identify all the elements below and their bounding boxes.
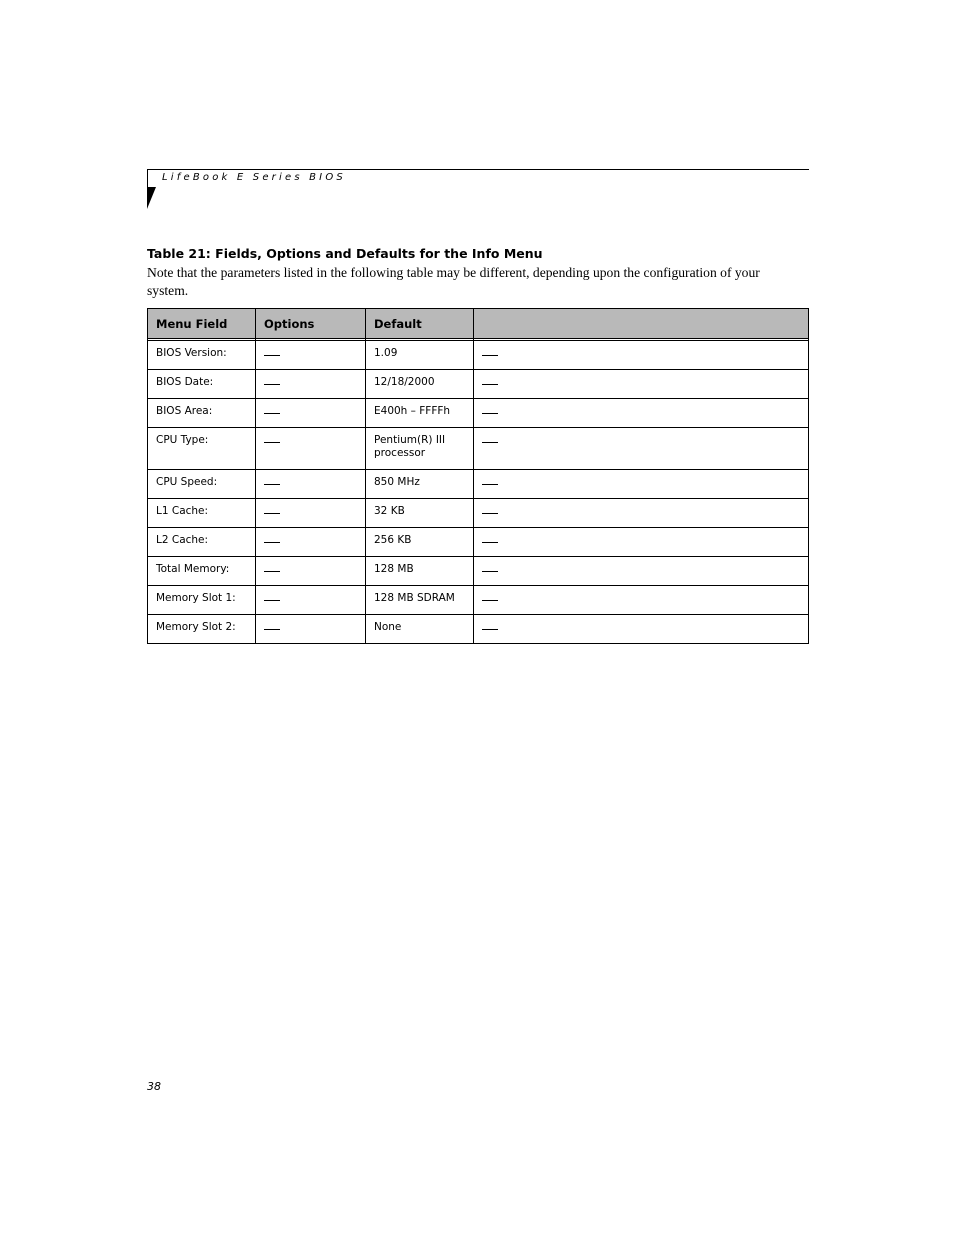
dash-mark xyxy=(264,542,280,543)
table-row xyxy=(148,528,809,557)
menu-field-cell: BIOS Date: xyxy=(148,370,256,399)
table-row xyxy=(148,341,809,370)
table-row xyxy=(148,399,809,428)
menu-field-cell: CPU Type: xyxy=(148,428,256,470)
table-row xyxy=(148,615,809,644)
options-cell xyxy=(256,499,366,528)
dash-mark xyxy=(264,571,280,572)
dash-mark xyxy=(482,355,498,356)
options-cell xyxy=(256,470,366,499)
options-cell xyxy=(256,370,366,399)
header-rule xyxy=(147,169,809,170)
description-cell xyxy=(474,586,809,615)
description-cell xyxy=(474,557,809,586)
table-header-row xyxy=(148,309,809,339)
menu-field-cell: L1 Cache: xyxy=(148,499,256,528)
default-cell: E400h – FFFFh xyxy=(366,399,474,428)
dash-mark xyxy=(482,600,498,601)
menu-field-cell: CPU Speed: xyxy=(148,470,256,499)
menu-field-cell: L2 Cache: xyxy=(148,528,256,557)
description-cell xyxy=(474,428,809,470)
dash-mark xyxy=(264,513,280,514)
dash-mark xyxy=(264,384,280,385)
options-cell xyxy=(256,399,366,428)
table-row xyxy=(148,499,809,528)
options-cell xyxy=(256,528,366,557)
header-vertical-rule xyxy=(147,169,148,187)
dash-mark xyxy=(482,571,498,572)
dash-mark xyxy=(482,629,498,630)
description-cell xyxy=(474,615,809,644)
dash-mark xyxy=(264,629,280,630)
header-default: Default xyxy=(366,309,474,339)
description-cell xyxy=(474,341,809,370)
options-cell xyxy=(256,341,366,370)
dash-mark xyxy=(264,484,280,485)
description-cell xyxy=(474,399,809,428)
default-cell: 256 KB xyxy=(366,528,474,557)
description-cell xyxy=(474,370,809,399)
default-cell: 850 MHz xyxy=(366,470,474,499)
table-row xyxy=(148,557,809,586)
dash-mark xyxy=(264,355,280,356)
header-wedge-mark xyxy=(147,187,156,209)
dash-mark xyxy=(482,413,498,414)
default-cell: 128 MB xyxy=(366,557,474,586)
dash-mark xyxy=(264,600,280,601)
description-cell xyxy=(474,499,809,528)
default-cell: 32 KB xyxy=(366,499,474,528)
options-cell xyxy=(256,428,366,470)
header-menu-field: Menu Field xyxy=(148,309,256,339)
table-title: Table 21: Fields, Options and Defaults for the Info Menu xyxy=(147,246,543,261)
menu-field-cell: BIOS Area: xyxy=(148,399,256,428)
info-menu-table xyxy=(147,308,809,644)
menu-field-cell: Memory Slot 2: xyxy=(148,615,256,644)
options-cell xyxy=(256,586,366,615)
options-cell xyxy=(256,557,366,586)
dash-mark xyxy=(482,442,498,443)
description-cell xyxy=(474,528,809,557)
dash-mark xyxy=(482,484,498,485)
table-note: Note that the parameters listed in the following table may be different, depending upon the configuration of your system. xyxy=(147,265,760,298)
description-cell xyxy=(474,470,809,499)
menu-field-cell: Memory Slot 1: xyxy=(148,586,256,615)
table-row xyxy=(148,470,809,499)
dash-mark xyxy=(482,384,498,385)
menu-field-cell: Total Memory: xyxy=(148,557,256,586)
default-cell: 1.09 xyxy=(366,341,474,370)
dash-mark xyxy=(264,442,280,443)
table-row xyxy=(148,428,809,470)
dash-mark xyxy=(264,413,280,414)
dash-mark xyxy=(482,542,498,543)
default-cell: 128 MB SDRAM xyxy=(366,586,474,615)
menu-field-cell: BIOS Version: xyxy=(148,341,256,370)
default-cell: None xyxy=(366,615,474,644)
header-description xyxy=(474,309,809,339)
header-options: Options xyxy=(256,309,366,339)
table-row xyxy=(148,370,809,399)
dash-mark xyxy=(482,513,498,514)
running-head: LifeBook E Series BIOS xyxy=(162,172,346,183)
table-row xyxy=(148,586,809,615)
page-number: 38 xyxy=(147,1080,161,1093)
default-cell: Pentium(R) III processor xyxy=(366,428,474,470)
default-cell: 12/18/2000 xyxy=(366,370,474,399)
options-cell xyxy=(256,615,366,644)
